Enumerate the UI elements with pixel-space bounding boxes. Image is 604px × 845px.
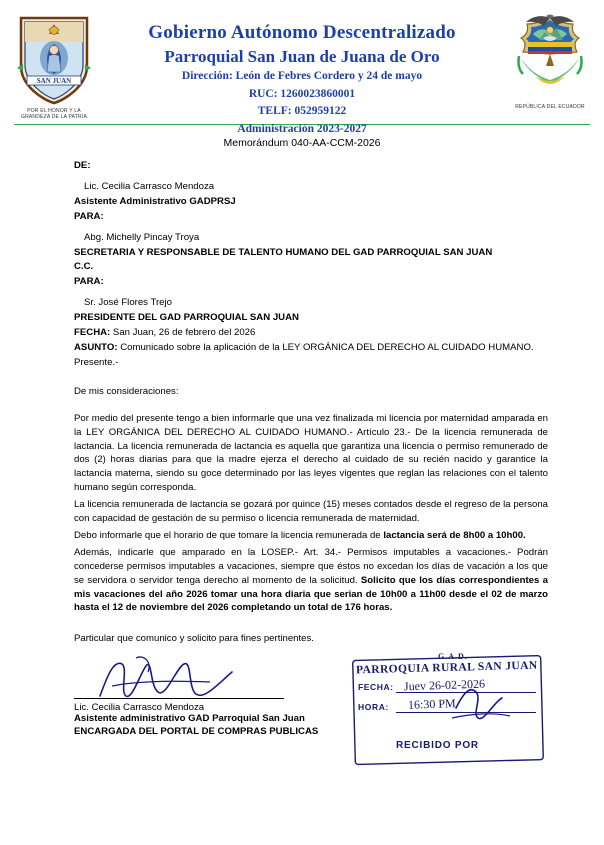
stamp-recibido-label: RECIBIDO POR	[396, 740, 479, 752]
stamp-entity: PARROQUIA RURAL SAN JUAN	[355, 659, 538, 677]
header-title-line1: Gobierno Autónomo Descentralizado	[148, 22, 456, 43]
para-role-2: PRESIDENTE DEL GAD PARROQUIAL SAN JUAN	[74, 312, 299, 324]
paragraph-4	[74, 546, 548, 616]
header-address: Dirección: León de Febres Cordero y 24 de mayo	[181, 70, 423, 83]
stamp-fecha-value: Juev 26-02-2026	[403, 676, 486, 694]
header-titles	[96, 14, 508, 137]
asunto-value: Comunicado sobre la aplicación de la LEY ORGÁNICA DEL DERECHO AL CUIDADO HUMANO.	[120, 341, 534, 353]
signature-role-line1: Asistente administrativo GAD Parroquial San Juan	[74, 713, 305, 725]
de-label: DE:	[74, 160, 91, 171]
stamp-gad-label: G.A.D.	[438, 652, 468, 662]
de-role: Asistente Administrativo GADPRSJ	[74, 195, 236, 207]
paragraph-2: La licencia remunerada de lactancia se gozará por quince (15) meses contados desde el regreso de la persona con capacidad de gestación de su permiso o licencia remunerada de maternidad.	[74, 499, 548, 525]
paragraph-3-text: Debo informarle que el horario de que tomare la licencia remunerada de	[74, 529, 384, 541]
document-header	[0, 0, 604, 135]
memo-number: Memorándum 040-AA-CCM-2026	[223, 137, 381, 149]
right-crest-caption: REPÚBLICA DEL ECUADOR	[515, 104, 585, 110]
asunto-label: ASUNTO:	[74, 341, 118, 353]
ecuador-coat-of-arms-icon	[513, 14, 587, 102]
paragraph-4-text: Además, indicarle que amparado en la LOSEP.- Art. 34.- Permisos imputables a vacaciones.- Podrán concederse permisos imputables a vacaciones, siempre que éstos no excedan los días de vacación a los que se servidora o servidor tenga derecho al momento de la solicitud.	[74, 546, 548, 586]
para-label-2: PARA:	[74, 276, 104, 288]
paragraph-4-emphasis: Solicito que los días correspondientes a mis vacaciones del año 2026 tomar una hora diaria que serian de 10h00 a 11h00 desde el 02 de marzo hasta el 12 de noviembre del 2026 completando un total de 176 horas.	[74, 574, 548, 614]
paragraph-3-emphasis: lactancia será de 8h00 a 10h00.	[383, 529, 526, 541]
header-telf: TELF: 052959122	[257, 105, 347, 118]
left-crest-motto: POR EL HONOR Y LA GRANDEZA DE LA PATRIA	[21, 108, 87, 120]
signature-block	[74, 698, 324, 739]
asunto-row	[74, 341, 548, 355]
fecha-row	[74, 326, 548, 340]
left-crest	[12, 14, 96, 120]
stamp-hora-value: 16:30 PM	[407, 696, 456, 713]
paragraph-1: Por medio del presente tengo a bien informarle que una vez finalizada mi licencia por maternidad amparada en la LEY ORGÁNICA DEL DERECHO AL CUIDADO HUMANO.- Artículo 23.- De la licencia remunerada de lactancia. La licencia remunerada de lactancia es aquella que garantiza una licencia o permiso remunerado de dos (2) horas diarias para que la madre ejerza el derecho al cuidado de su recién nacido y garantice la lactancia materna, siendo su goce determinado por las leyes vigentes que reglan las relaciones con el talento humano según corresponda.	[74, 412, 548, 494]
presente: Presente.-	[74, 356, 119, 368]
para-name-1: Abg. Michelly Pincay Troya	[84, 231, 200, 243]
header-admin: Administración 2023-2027	[237, 122, 367, 135]
header-ruc: RUC: 1260023860001	[248, 87, 356, 100]
cc-label: C.C.	[74, 261, 94, 273]
para-name-2: Sr. José Flores Trejo	[84, 297, 172, 309]
signature-area	[0, 652, 604, 794]
closing-line: Particular que comunico y solicito para fines pertinentes.	[74, 633, 314, 645]
header-title-line2: Parroquial San Juan de Juana de Oro	[164, 46, 440, 66]
right-crest	[508, 14, 592, 110]
signature-line	[74, 698, 284, 699]
de-name: Lic. Cecilia Carrasco Mendoza	[84, 180, 215, 192]
saludo: De mis consideraciones:	[74, 385, 179, 397]
fecha-value: San Juan, 26 de febrero del 2026	[112, 327, 256, 339]
document-body	[0, 159, 604, 646]
fecha-label: FECHA:	[74, 327, 111, 339]
san-juan-shield-icon	[15, 14, 93, 106]
stamp-hora-label: HORA:	[358, 702, 389, 713]
received-stamp	[352, 652, 548, 772]
para-label-1: PARA:	[74, 210, 104, 222]
paragraph-3	[74, 529, 548, 543]
stamp-fecha-label: FECHA:	[358, 682, 394, 693]
signature-name: Lic. Cecilia Carrasco Mendoza	[74, 702, 205, 714]
para-role-1: SECRETARIA Y RESPONSABLE DE TALENTO HUMANO DEL GAD PARROQUIAL SAN JUAN	[74, 246, 493, 258]
svg-text:SAN JUAN: SAN JUAN	[36, 77, 72, 85]
signature-role-line2: ENCARGADA DEL PORTAL DE COMPRAS PUBLICAS	[74, 726, 319, 738]
